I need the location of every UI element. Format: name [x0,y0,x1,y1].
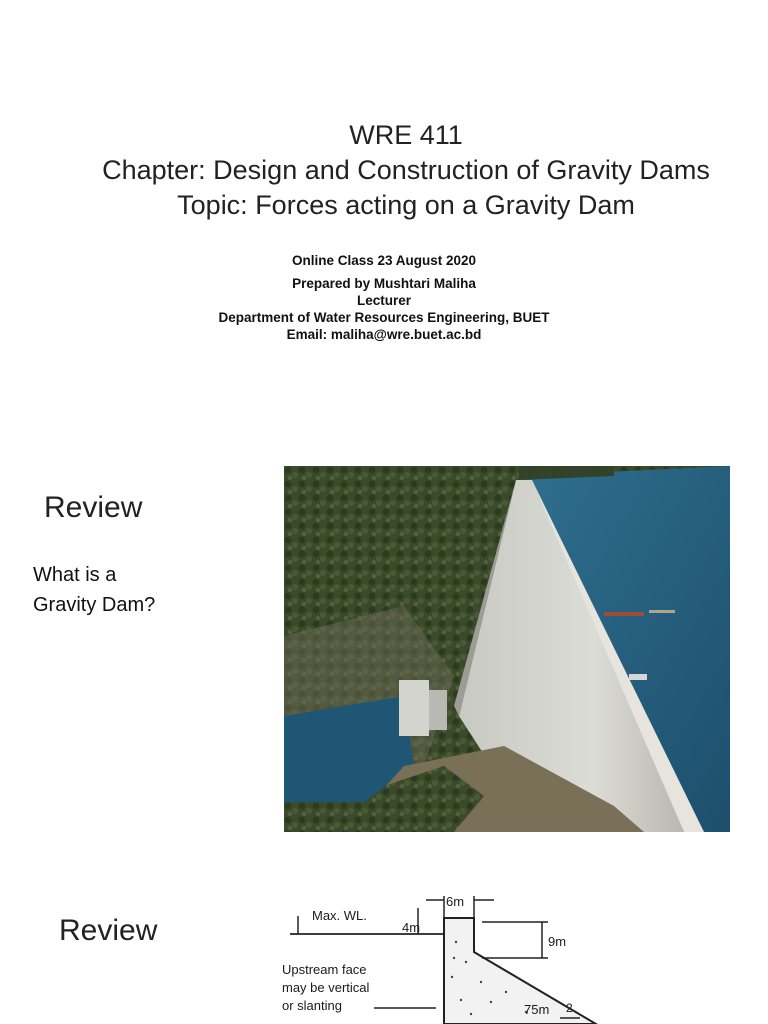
chapter-title: Chapter: Design and Construction of Gravity Dams [102,155,710,185]
top-width-label: 6m [446,894,465,909]
class-date: Online Class 23 August 2020 [291,253,477,268]
gravity-dam-photo [284,466,730,832]
freeboard-label: 4m [402,920,421,935]
author-position: Lecturer [356,293,412,308]
course-code: WRE 411 [349,120,463,150]
author-info [0,252,768,343]
note-line-1: Upstream face [282,962,367,977]
author-email: Email: maliha@wre.buet.ac.bd [286,327,482,342]
note-line-3: or slanting [282,998,342,1013]
review-heading-1: Review [44,491,143,524]
author-department: Department of Water Resources Engineering, BUET [218,310,550,325]
question-line-2: Gravity Dam? [33,594,156,616]
height-label: 9m [548,934,567,949]
gravity-dam-question [33,560,155,620]
slope-label: 2 [566,1001,573,1015]
prepared-by: Prepared by Mushtari Maliha [292,276,476,291]
base-label: 75m [524,1002,550,1017]
max-wl-label: Max. WL. [312,908,367,923]
question-line-1: What is a [33,564,117,586]
review-heading-2: Review [59,914,158,947]
note-line-2: may be vertical [282,980,370,995]
topic-title: Topic: Forces acting on a Gravity Dam [177,190,635,220]
title-block [0,118,768,223]
dam-cross-section-diagram [276,882,706,1024]
